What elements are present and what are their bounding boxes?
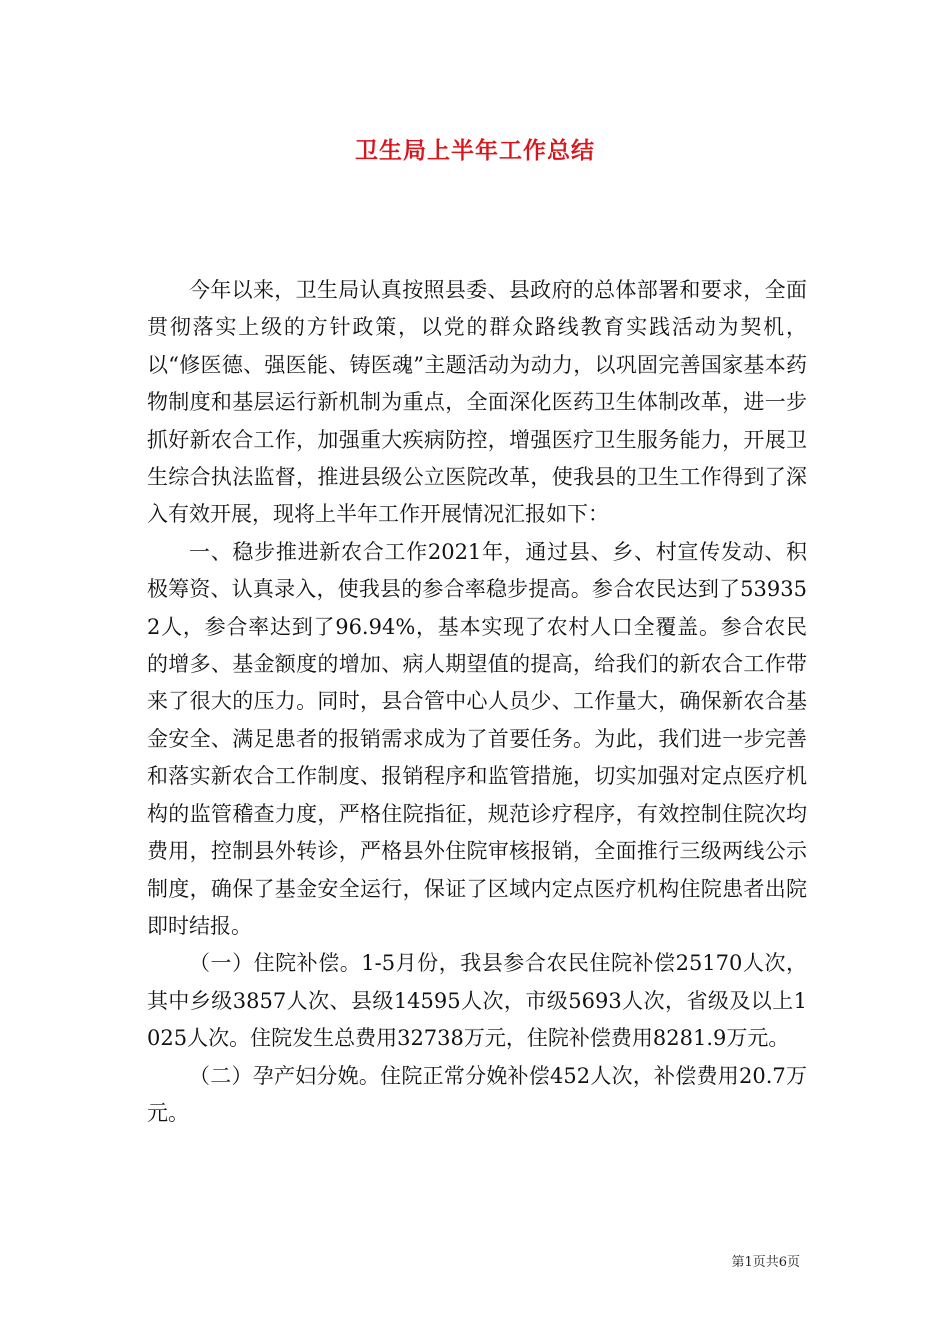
paragraph-hospitalization: （一）住院补偿。1-5月份，我县参合农民住院补偿25170人次，其中乡级3857人次、县级14595人次，市级5693人次，省级及以上1025人次。住院发生总费用32738万元，住院补偿费用8281.9万元。 bbox=[147, 951, 807, 1051]
paragraph-intro: 今年以来，卫生局认真按照县委、县政府的总体部署和要求，全面贯彻落实上级的方针政策，以党的群众路线教育实践活动为契机，以“修医德、强医能、铸医魂”主题活动为动力，以巩固完善国家基本药物制度和基层运行新机制为重点，全面深化医药卫生体制改革，进一步抓好新农合工作，加强重大疾病防控，增强医疗卫生服务能力，开展卫生综合执法监督，推进县级公立医院改革，使我县的卫生工作得到了深入有效开展，现将上半年工作开展情况汇报如下： bbox=[147, 278, 807, 527]
page-number-footer: 第1页共6页 bbox=[731, 1255, 800, 1270]
page-title: 卫生局上半年工作总结 bbox=[355, 138, 595, 164]
paragraph-maternity: （二）孕产妇分娩。住院正常分娩补偿452人次，补偿费用20.7万元。 bbox=[147, 1063, 807, 1125]
paragraph-section-1: 一、稳步推进新农合工作2021年，通过县、乡、村宣传发动、积极筹资、认真录入，使我县的参合率稳步提高。参合农民达到了539352人，参合率达到了96.94%，基本实现了农村人口全覆盖。参合农民的增多、基金额度的增加、病人期望值的提高，给我们的新农合工作带来了很大的压力。同时，县合管中心人员少、工作量大，确保新农合基金安全、满足患者的报销需求成为了首要任务。为此，我们进一步完善和落实新农合工作制度、报销程序和监管措施，切实加强对定点医疗机构的监管稽查力度，严格住院指征，规范诊疗程序，有效控制住院次均费用，控制县外转诊，严格县外住院审核报销，全面推行三级两线公示制度，确保了基金安全运行，保证了区域内定点医疗机构住院患者出院即时结报。 bbox=[147, 539, 807, 938]
document-body bbox=[147, 272, 807, 1132]
